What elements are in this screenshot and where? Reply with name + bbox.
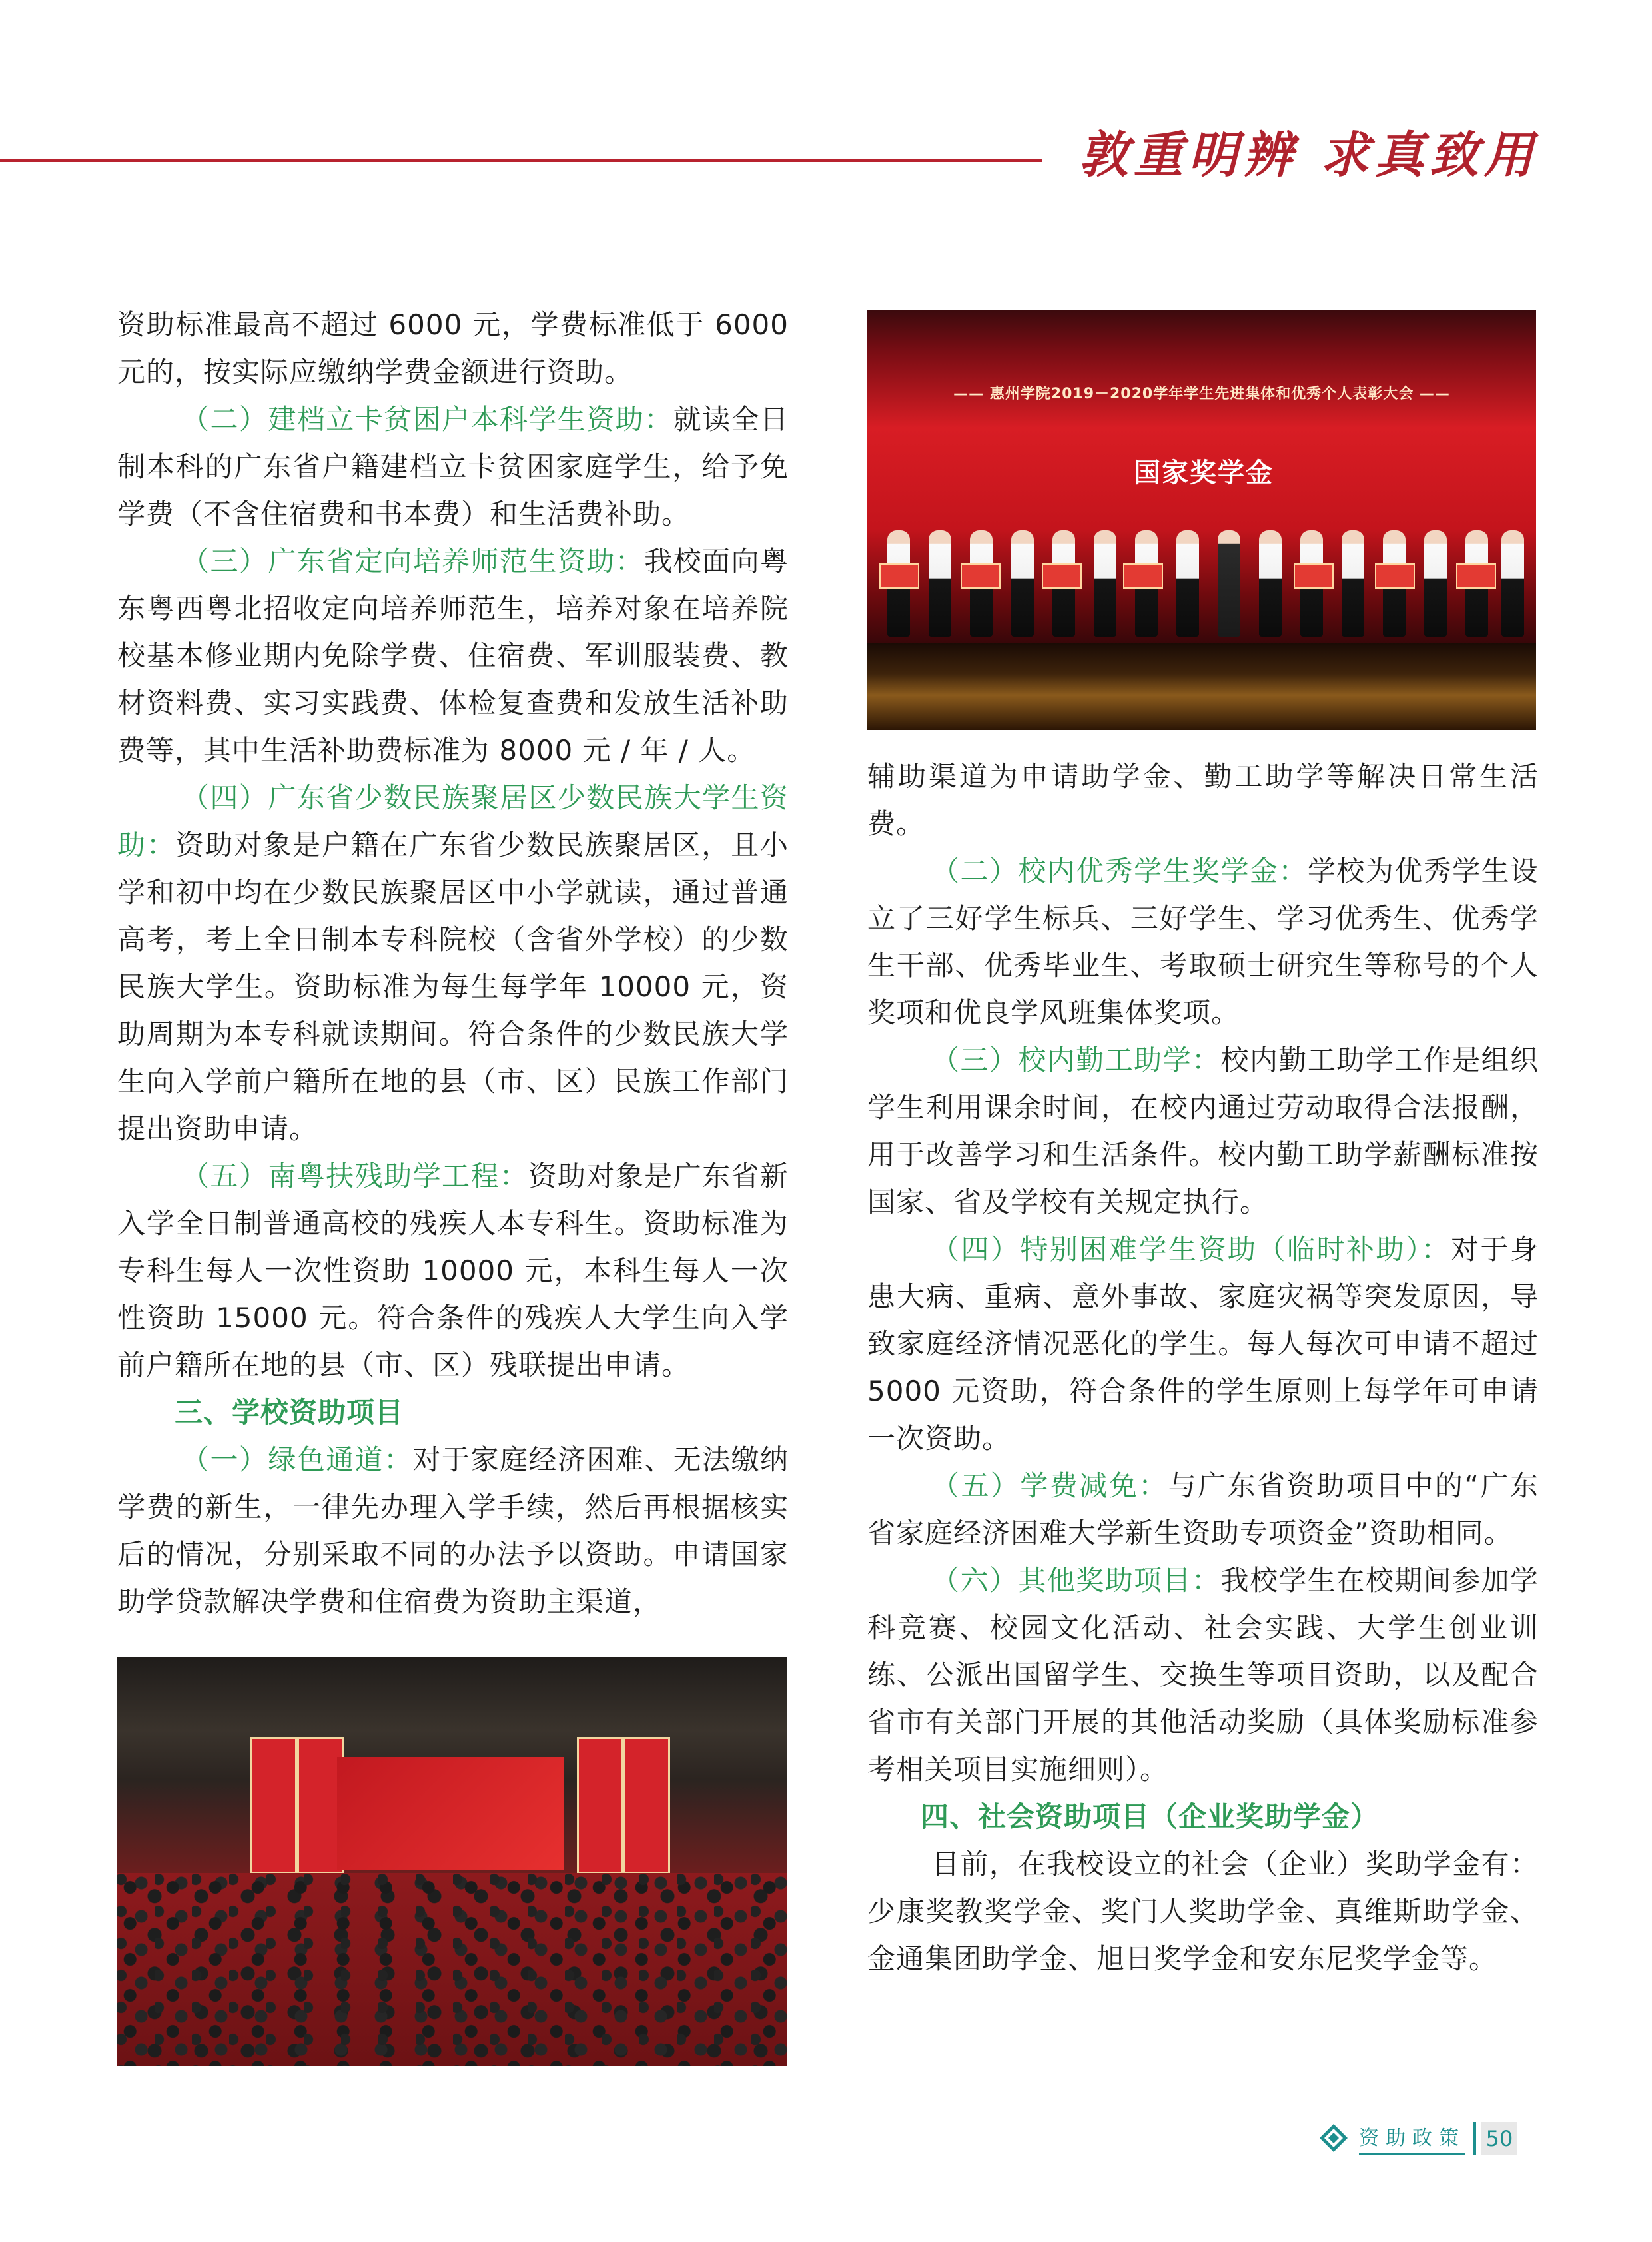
award-board bbox=[1294, 563, 1334, 589]
awardee-figure bbox=[1176, 530, 1199, 637]
auditorium-photo bbox=[117, 1657, 787, 2066]
paragraph-heading: （二）建档立卡贫困户本科学生资助： bbox=[181, 403, 673, 436]
paragraph-heading: （三）广东省定向培养师范生资助： bbox=[181, 545, 645, 577]
paragraph-body: 学校为优秀学生设立了三好学生标兵、三好学生、学习优秀生、优秀学生干部、优秀毕业生、考取硕士研究生等称号的个人奖项和优良学风班集体奖项。 bbox=[867, 855, 1539, 1029]
stage-floor bbox=[867, 643, 1536, 730]
section-heading: 三、学校资助项目 bbox=[175, 1396, 404, 1429]
paragraph-body: 我校学生在校期间参加学科竞赛、校园文化活动、社会实践、大学生创业训练、公派出国留学生、交换生等项目资助，以及配合省市有关部门开展的其他活动奖励（具体奖励标准参考相关项目实施细则）。 bbox=[867, 1564, 1539, 1786]
section-label: 资助政策 bbox=[1359, 2127, 1465, 2150]
left-column bbox=[117, 301, 789, 1625]
awardee-figure bbox=[1342, 530, 1364, 637]
award-ceremony-photo bbox=[867, 310, 1536, 730]
diamond-logo-icon bbox=[1319, 2123, 1348, 2153]
paragraph-body: 对于家庭经济困难、无法缴纳学费的新生，一律先办理入学手续，然后再根据核实后的情况，分别采取不同的办法予以资助。申请国家助学贷款解决学费和住宿费为资助主渠道， bbox=[117, 1443, 789, 1618]
paragraph bbox=[867, 1557, 1539, 1793]
banner-title: —— 惠州学院2019－2020学年学生先进集体和优秀个人表彰大会 —— bbox=[953, 386, 1450, 402]
paragraph bbox=[117, 774, 789, 1152]
page-number: 50 bbox=[1481, 2122, 1517, 2155]
awardee-figure bbox=[1094, 530, 1116, 637]
award-board bbox=[1042, 563, 1082, 589]
stage-banner bbox=[623, 1737, 670, 1874]
paragraph-body: 对于身患大病、重病、意外事故、家庭灾祸等突发原因，导致家庭经济情况恶化的学生。每人每次可申请不超过 5000 元资助，符合条件的学生原则上每学年可申请一次资助。 bbox=[867, 1233, 1539, 1455]
paragraph-body: 与广东省资助项目中的“广东省家庭经济困难大学新生资助专项资金”资助相同。 bbox=[867, 1469, 1539, 1549]
paragraph-body: 校内勤工助学工作是组织学生利用课余时间，在校内通过劳动取得合法报酬，用于改善学习和生活条件。校内勤工助学薪酬标准按国家、省及学校有关规定执行。 bbox=[867, 1044, 1539, 1218]
awardee-figure bbox=[1259, 530, 1282, 637]
paragraph-body: 资助对象是广东省新入学全日制普通高校的残疾人本专科生。资助标准为专科生每人一次性资助 10000 元，本科生每人一次性资助 15000 元。符合条件的残疾人大学生向入学前户籍所在地的县（市、区）残联提出申请。 bbox=[117, 1160, 789, 1381]
paragraph bbox=[867, 1036, 1539, 1226]
paragraph-heading: （三）校内勤工助学： bbox=[931, 1044, 1221, 1076]
section-heading: 四、社会资助项目（企业奖助学金） bbox=[921, 1800, 1380, 1833]
paragraph bbox=[117, 396, 789, 538]
stage-screen bbox=[337, 1757, 564, 1870]
paragraph: 辅助渠道为申请助学金、勤工助学等解决日常生活费。 bbox=[867, 760, 1539, 840]
awardee-figure bbox=[1011, 530, 1034, 637]
paragraph-heading: （四）特别困难学生资助（临时补助）： bbox=[931, 1233, 1451, 1266]
awardee-figure bbox=[1501, 530, 1524, 637]
stage-banner bbox=[577, 1737, 623, 1874]
paragraph-body: 资助对象是户籍在广东省少数民族聚居区，且小学和初中均在少数民族聚居区中小学就读，通过普通高考，考上全日制本专科院校（含省外学校）的少数民族大学生。资助标准为每生每学年 10000 元，资助周期为本专科就读期间。符合条件的少数民族大学生向入学前户籍所在地的县（市、区）民族工作部门提出资助申请。 bbox=[117, 829, 789, 1145]
paragraph-heading: （二）校内优秀学生奖学金： bbox=[931, 855, 1308, 887]
footer-underline bbox=[1359, 2153, 1465, 2155]
footer-divider bbox=[1473, 2122, 1476, 2155]
paragraph-heading: （一）绿色通道： bbox=[181, 1443, 413, 1476]
audience bbox=[117, 1873, 787, 2066]
awardee-figure bbox=[1424, 530, 1447, 637]
paragraph: 目前，在我校设立的社会（企业）奖助学金有：少康奖教奖学金、奖门人奖助学金、真维斯助学金、金通集团助学金、旭日奖学金和安东尼奖学金等。 bbox=[867, 1848, 1539, 1975]
awardee-figure bbox=[929, 530, 951, 637]
paragraph-heading: （五）学费减免： bbox=[931, 1469, 1168, 1502]
paragraph bbox=[117, 1152, 789, 1389]
paragraph-heading: （四）广东省少数民族聚居区少数民族大学生资助： bbox=[117, 781, 789, 861]
header-motto: 敦重明辨 求真致用 bbox=[1079, 127, 1539, 184]
header-rule bbox=[0, 159, 1042, 162]
award-board bbox=[1123, 563, 1163, 589]
paragraph-heading: （六）其他奖助项目： bbox=[931, 1564, 1221, 1597]
right-column bbox=[867, 753, 1539, 1982]
paragraph-body: 就读全日制本科的广东省户籍建档立卡贫困家庭学生，给予免学费（不含住宿费和书本费）和生活费补助。 bbox=[117, 403, 789, 530]
award-board bbox=[961, 563, 1001, 589]
award-board bbox=[1456, 563, 1496, 589]
paragraph bbox=[867, 1462, 1539, 1557]
paragraph bbox=[117, 1436, 789, 1625]
award-board bbox=[879, 563, 919, 589]
paragraph-heading: （五）南粤扶残助学工程： bbox=[181, 1160, 529, 1192]
presenter-figure bbox=[1218, 530, 1240, 637]
banner-heading: 国家奖学金 bbox=[1134, 458, 1274, 488]
page-footer bbox=[1319, 2122, 1532, 2155]
paragraph-body: 我校面向粤东粤西粤北招收定向培养师范生，培养对象在培养院校基本修业期内免除学费、住宿费、军训服装费、教材资料费、实习实践费、体检复查费和发放生活补助费等，其中生活补助费标准为 8000 元 / 年 / 人。 bbox=[117, 545, 789, 767]
stage-banner bbox=[250, 1737, 297, 1874]
paragraph bbox=[117, 538, 789, 774]
paragraph: 资助标准最高不超过 6000 元，学费标准低于 6000 元的，按实际应缴纳学费金额进行资助。 bbox=[117, 308, 789, 388]
award-board bbox=[1375, 563, 1415, 589]
paragraph bbox=[867, 1226, 1539, 1462]
paragraph bbox=[867, 847, 1539, 1036]
